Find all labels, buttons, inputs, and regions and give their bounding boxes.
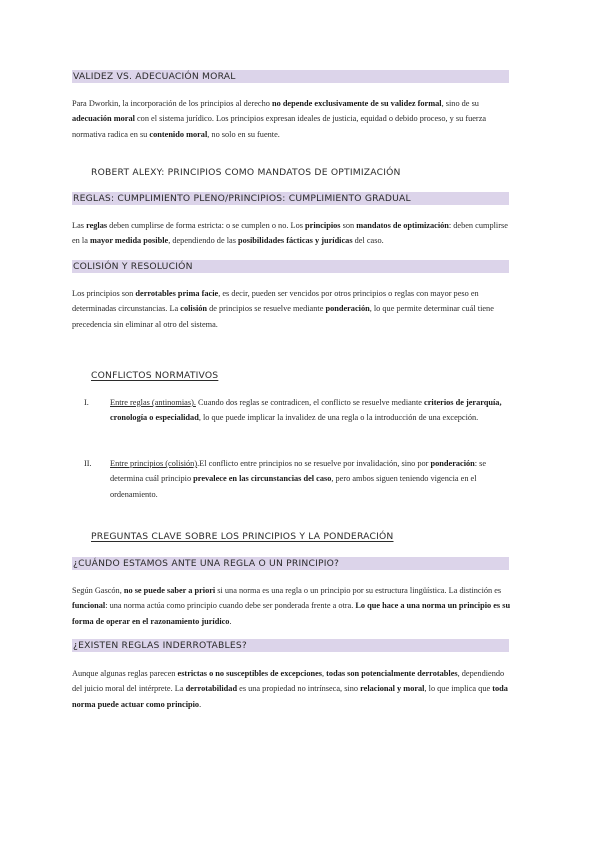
list-item-reglas: Entre reglas (antinomias). Cuando dos reglas se contradicen, el conflicto se resuelve mediante criterios de jerarquía, cronología o especialidad, lo que puede implicar la invalidez de una regla o la introducción de una excepción. [110, 398, 502, 423]
heading-preguntas: PREGUNTAS CLAVE SOBRE LOS PRINCIPIOS Y LA PONDERACIÓN [91, 531, 394, 542]
paragraph-gascon: Según Gascón, no se puede saber a priori si una norma es una regla o un principio por su estructura lingüística. La distinción es funcional: una norma actúa como principio cuando debe ser ponderada frente a otra. Lo que hace a una norma un principio es su forma de operar en el razonamiento jurídico. [72, 586, 511, 626]
heading-cuando: ¿CUÁNDO ESTAMOS ANTE UNA REGLA O UN PRINCIPIO? [72, 557, 509, 570]
paragraph-colision: Los principios son derrotables prima facie, es decir, pueden ser vencidos por otros principios o reglas con mayor peso en determinadas circunstancias. La colisión de principios se resuelve mediante ponderación, lo que permite determinar cuál tiene precedencia sin eliminar al otro del sistema. [72, 289, 494, 329]
heading-colision: COLISIÓN Y RESOLUCIÓN [72, 260, 509, 273]
heading-reglas: REGLAS: CUMPLIMIENTO PLENO/PRINCIPIOS: CUMPLIMIENTO GRADUAL [72, 192, 509, 205]
list-marker-1: I. [84, 398, 89, 407]
list-item-principios: Entre principios (colisión).El conflicto entre principios no se resuelve por invalidación, sino por ponderación: se determina cuál principio prevalece en las circunstancias del caso, pero ambos siguen teniendo vigencia en el ordenamiento. [110, 459, 487, 499]
heading-alexy: ROBERT ALEXY: PRINCIPIOS COMO MANDATOS DE OPTIMIZACIÓN [91, 167, 401, 178]
paragraph-reglas: Las reglas deben cumplirse de forma estricta: o se cumplen o no. Los principios son mandatos de optimización: deben cumplirse en la mayor medida posible, dependiendo de las posibilidades fácticas y jurídicas del caso. [72, 221, 508, 246]
heading-validez: VALIDEZ VS. ADECUACIÓN MORAL [72, 70, 509, 83]
heading-conflictos: CONFLICTOS NORMATIVOS [91, 370, 219, 381]
list-marker-2: II. [84, 459, 92, 468]
heading-existen: ¿EXISTEN REGLAS INDERROTABLES? [72, 639, 509, 652]
paragraph-dworkin: Para Dworkin, la incorporación de los principios al derecho no depende exclusivamente de su validez formal, sino de su adecuación moral con el sistema jurídico. Los principios expresan ideales de justicia, equidad o debido proceso, y su fuerza normativa radica en su contenido moral, no solo en su fuente. [72, 99, 487, 139]
paragraph-derrotables: Aunque algunas reglas parecen estrictas o no susceptibles de excepciones, todas son potencialmente derrotables, dependiendo del juicio moral del intérprete. La derrotabilidad es una propiedad no intrínseca, sino relacional y moral, lo que implica que toda norma puede actuar como principio. [72, 669, 508, 709]
